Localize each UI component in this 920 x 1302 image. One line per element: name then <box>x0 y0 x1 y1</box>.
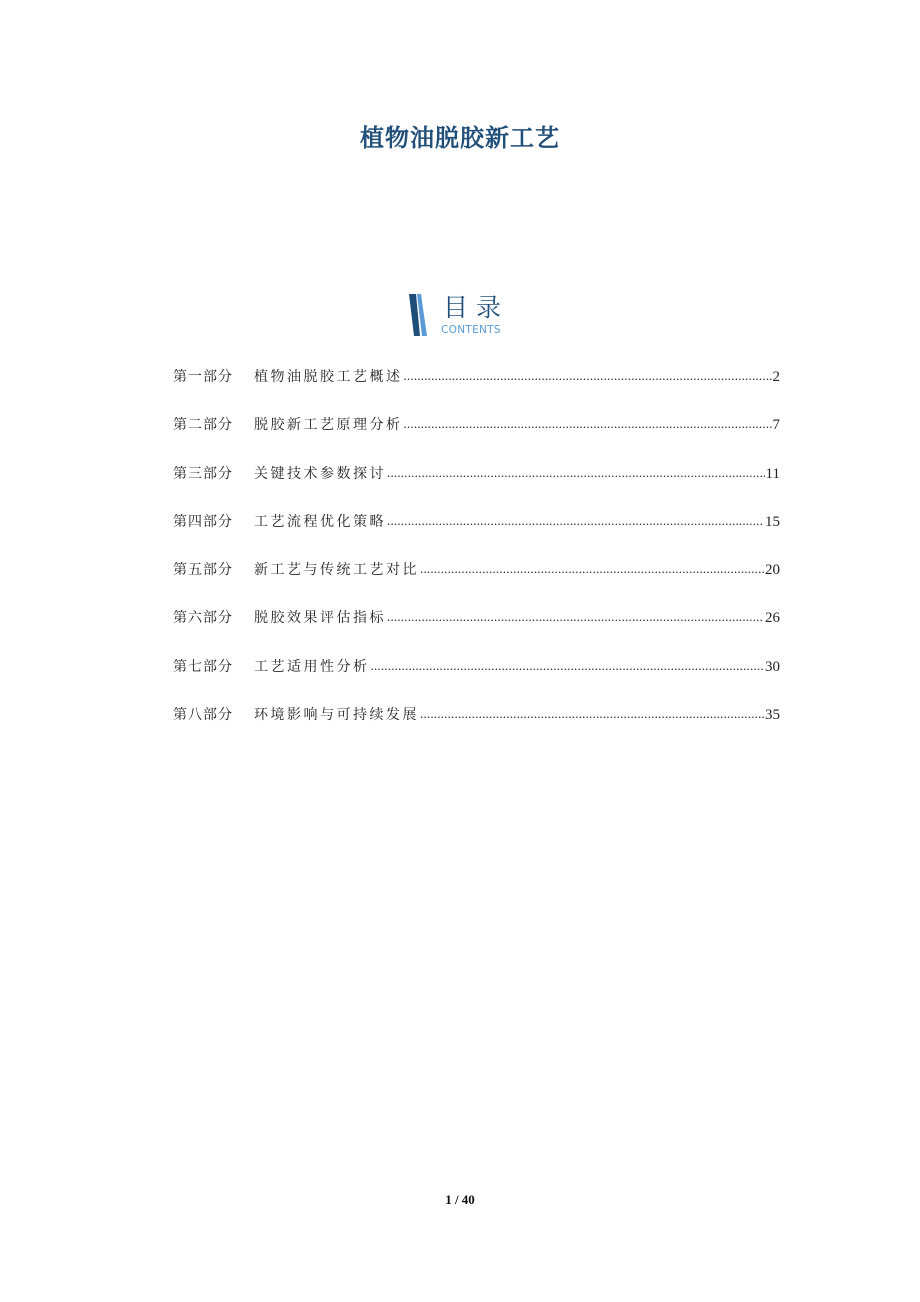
toc-entry-page: 7 <box>772 417 780 434</box>
toc-entry-part: 第七部分 <box>173 658 233 675</box>
toc-entry-title: 脱胶效果评估指标 <box>254 610 386 627</box>
toc-entry-title: 工艺适用性分析 <box>254 658 370 675</box>
toc-entry-page: 35 <box>765 707 780 724</box>
toc-dot-leader <box>404 411 772 437</box>
document-title: 植物油脱胶新工艺 <box>360 124 560 152</box>
toc-dot-leader <box>420 701 764 727</box>
toc-entry[interactable] <box>173 412 780 460</box>
toc-dot-leader <box>371 653 765 679</box>
toc-entry-part: 第四部分 <box>173 513 233 530</box>
toc-entry[interactable] <box>173 557 780 605</box>
toc-entry-part: 第一部分 <box>173 369 233 385</box>
toc-dot-leader <box>387 604 764 630</box>
toc-entry[interactable] <box>173 509 780 557</box>
toc-entry[interactable] <box>173 364 780 412</box>
toc-entry-title: 脱胶新工艺原理分析 <box>254 417 403 434</box>
table-of-contents <box>173 364 780 750</box>
contents-bookmark-icon <box>407 294 433 336</box>
toc-dot-leader <box>420 556 764 582</box>
toc-entry-page: 11 <box>765 465 780 482</box>
toc-entry-part: 第八部分 <box>173 707 233 724</box>
toc-entry-page: 15 <box>765 513 780 530</box>
toc-entry-part: 第五部分 <box>173 562 233 579</box>
toc-dot-leader <box>387 460 765 486</box>
toc-dot-leader <box>404 363 772 389</box>
toc-entry-part: 第三部分 <box>173 465 233 482</box>
toc-entry-part: 第二部分 <box>173 417 233 434</box>
toc-entry-title: 环境影响与可持续发展 <box>254 707 419 724</box>
contents-heading-main: 目录 <box>443 293 510 322</box>
toc-dot-leader <box>387 508 764 534</box>
toc-entry-page: 26 <box>765 610 780 627</box>
toc-entry-title: 工艺流程优化策略 <box>254 513 386 530</box>
toc-entry[interactable] <box>173 461 780 509</box>
page-number: 1 / 40 <box>445 1192 475 1207</box>
toc-entry[interactable] <box>173 654 780 702</box>
toc-entry-page: 30 <box>765 658 780 675</box>
toc-entry-title: 关键技术参数探讨 <box>254 465 386 482</box>
toc-entry[interactable] <box>173 605 780 653</box>
toc-entry-part: 第六部分 <box>173 610 233 627</box>
toc-entry-title: 植物油脱胶工艺概述 <box>254 369 403 385</box>
toc-entry-title: 新工艺与传统工艺对比 <box>254 562 419 579</box>
toc-entry-page: 20 <box>765 562 780 579</box>
toc-entry[interactable] <box>173 702 780 750</box>
toc-entry-page: 2 <box>772 369 780 385</box>
contents-heading <box>407 294 527 340</box>
contents-heading-sub: CONTENTS <box>441 324 501 336</box>
